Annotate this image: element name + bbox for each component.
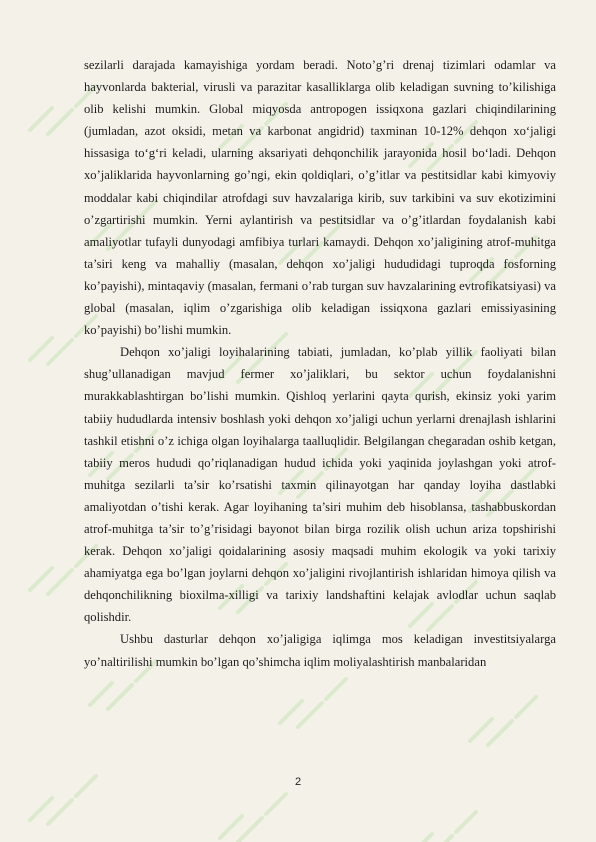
paragraph: Dehqon xo’jaligi loyihalarining tabiati, jumladan, ko’plab yillik faoliyati bilan shug’ullanadigan mavjud fermer xo’jaliklari, bu sektor uchun foydalanishni murakkablashtirgan bo’lishi mumkin. Qishloq yerlarini qayta qurish, ekinsiz yoki yarim tabiiy hududlarda intensiv boshlash yoki dehqon xo’jaligi uchun yerlarni drenajlash ishlarini tashkil etishni o’z ichiga olgan loyihalarga taalluqlidir. Belgilangan chegaradan oshib ketgan, tabiiy meros hududi qo’riqlanadigan hudud ichida yoki yaqinida joylashgan yoki atrof-muhitga sezilarli ta’sir ko’rsatishi taxmin qilinayotgan har qanday loyiha dastlabki amaliyotdan o’tishi kerak. Agar loyihaning ta’siri muhim deb hisoblansa, tashabbuskordan atrof-muhitga ta’sir to’g’risidagi bayonot bilan birga rozilik olish uchun ariza topshirishi kerak. Dehqon xo’jaligi qoidalarining asosiy maqsadi muhim ekologik va yoki tarixiy ahamiyatga ega bo’lgan joylarni dehqon xo’jaligini rivojlantirish ishlaridan himoya qilish va dehqonchilikning bioxilma-xilligi va tarixiy landshaftini kelajak avlodlar uchun saqlab qolishdir.	[84, 345, 556, 625]
watermark-mark	[470, 697, 536, 745]
page-number: 2	[294, 776, 302, 788]
paragraph: sezilarli darajada kamayishiga yordam beradi. Noto’g’ri drenaj tizimlari odamlar va hayvonlarda bakterial, virusli va parazitar kasalliklarga olib keladigan suvning to’kilishiga olib kelishi mumkin. Global miqyosda antropogen issiqxona gazlari chiqindilarining (jumladan, azot oksidi, metan va karbonat angidrid) taxminan 10-12% dehqon xo‘jaligi hissasiga to‘g‘ri keladi, ularning aksariyati dehqonchilik jarayonida hosil bo‘ladi. Dehqon xo’jaliklarida hayvonlarning go’ngi, ekin qoldiqlari, o’g’itlar va pestitsidlar kabi kimyoviy moddalar kabi chiqindilar atrofdagi suv havzalariga kirib, suv tarkibini va suv ekotizimini o’zgartirishi mumkin. Yerni aylantirish va pestitsidlar va o’g’itlardan foydalanish kabi amaliyotlar tufayli dunyodagi amfibiya turlari kamaydi. Dehqon xo’jaligining atrof-muhitga ta’siri keng va mahalliy (masalan, dehqon xo’jaligi hududidagi tuproqda fosforning ko’payishi), mintaqaviy (masalan, fermani o’rab turgan suv havzalarining evtrofikatsiyasi) va global (masalan, iqlim o’zgarishiga olib keladigan issiqxona gazlari emissiyasining ko’payishi) bo’lishi mumkin.	[84, 58, 556, 338]
watermark-mark	[280, 679, 346, 727]
watermark-mark	[220, 794, 286, 842]
paragraph: Ushbu dasturlar dehqon xo’jaligiga iqlimga mos keladigan investitsiyalarga yo’naltirilishi mumkin bo’lgan qo’shimcha iqlim moliyalashtirish manbalaridan	[84, 632, 556, 669]
document-body	[84, 54, 556, 673]
watermark-mark	[410, 812, 476, 842]
